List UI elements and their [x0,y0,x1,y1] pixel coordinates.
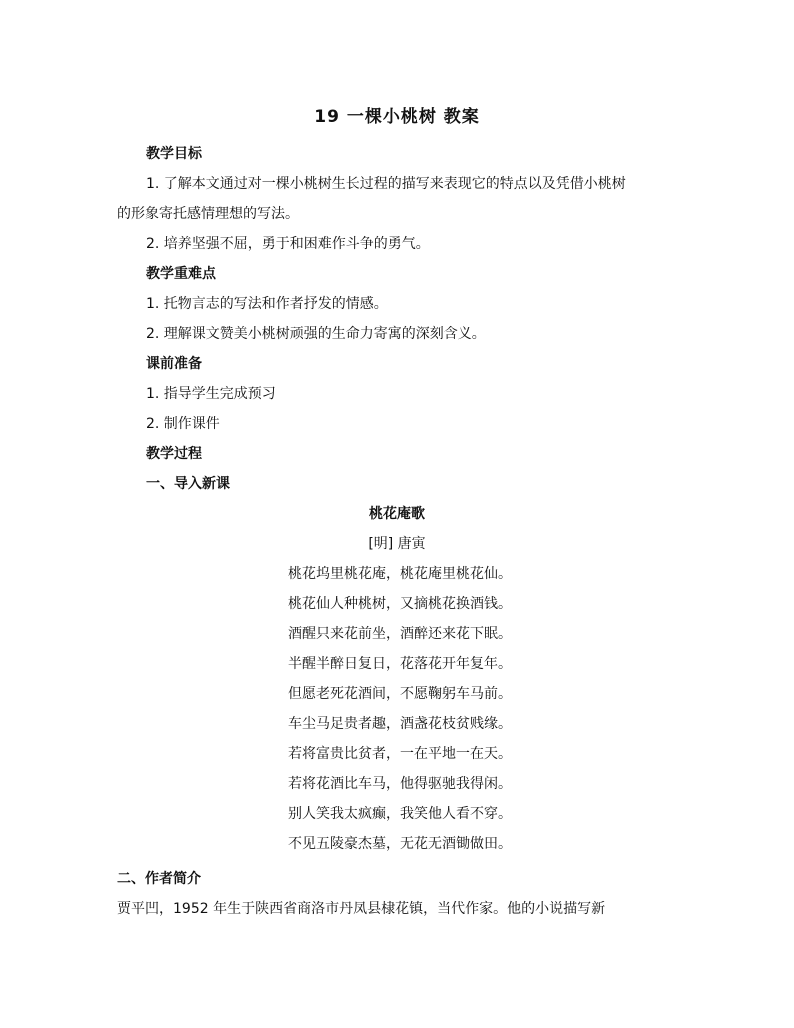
keypoint-1: 1. 托物言志的写法和作者抒发的情感。 [146,296,388,312]
doc-title: 19 一棵小桃树 教案 [314,107,480,127]
goal-1-line-1: 1. 了解本文通过对一棵小桃树生长过程的描写来表现它的特点以及凭借小桃树 [146,176,626,192]
poem-line: 半醒半醉日复日，花落花开年复年。 [288,656,512,672]
poem-line: 酒醒只来花前坐，酒醉还来花下眠。 [288,626,512,642]
intro-heading: 一、导入新课 [146,476,230,492]
poem-line: 若将富贵比贫者，一在平地一在天。 [288,746,512,762]
poem-line: 别人笑我太疯癫，我笑他人看不穿。 [288,806,512,822]
goal-2: 2. 培养坚强不屈，勇于和困难作斗争的勇气。 [146,236,430,252]
prep-2: 2. 制作课件 [146,416,220,432]
process-heading: 教学过程 [146,446,202,462]
keypoint-2: 2. 理解课文赞美小桃树顽强的生命力寄寓的深刻含义。 [146,326,486,342]
poem-line: 车尘马足贵者趣，酒盏花枝贫贱缘。 [288,716,512,732]
poem-line: 桃花仙人种桃树，又摘桃花换酒钱。 [288,596,512,612]
poem-line: 不见五陵豪杰墓，无花无酒锄做田。 [288,836,512,852]
poem-line: 但愿老死花酒间，不愿鞠躬车马前。 [288,686,512,702]
author-heading: 二、作者简介 [117,871,201,887]
poem-author: [明] 唐寅 [368,536,426,552]
goal-1-line-2: 的形象寄托感情理想的写法。 [117,206,299,222]
prep-heading: 课前准备 [146,356,202,372]
keypoints-heading: 教学重难点 [146,266,216,282]
poem-line: 桃花坞里桃花庵，桃花庵里桃花仙。 [288,566,512,582]
poem-line: 若将花酒比车马，他得驱驰我得闲。 [288,776,512,792]
author-text: 贾平凹，1952 年生于陕西省商洛市丹凤县棣花镇，当代作家。他的小说描写新 [117,901,606,917]
prep-1: 1. 指导学生完成预习 [146,386,276,402]
goals-heading: 教学目标 [146,146,202,162]
poem-title: 桃花庵歌 [369,506,425,522]
